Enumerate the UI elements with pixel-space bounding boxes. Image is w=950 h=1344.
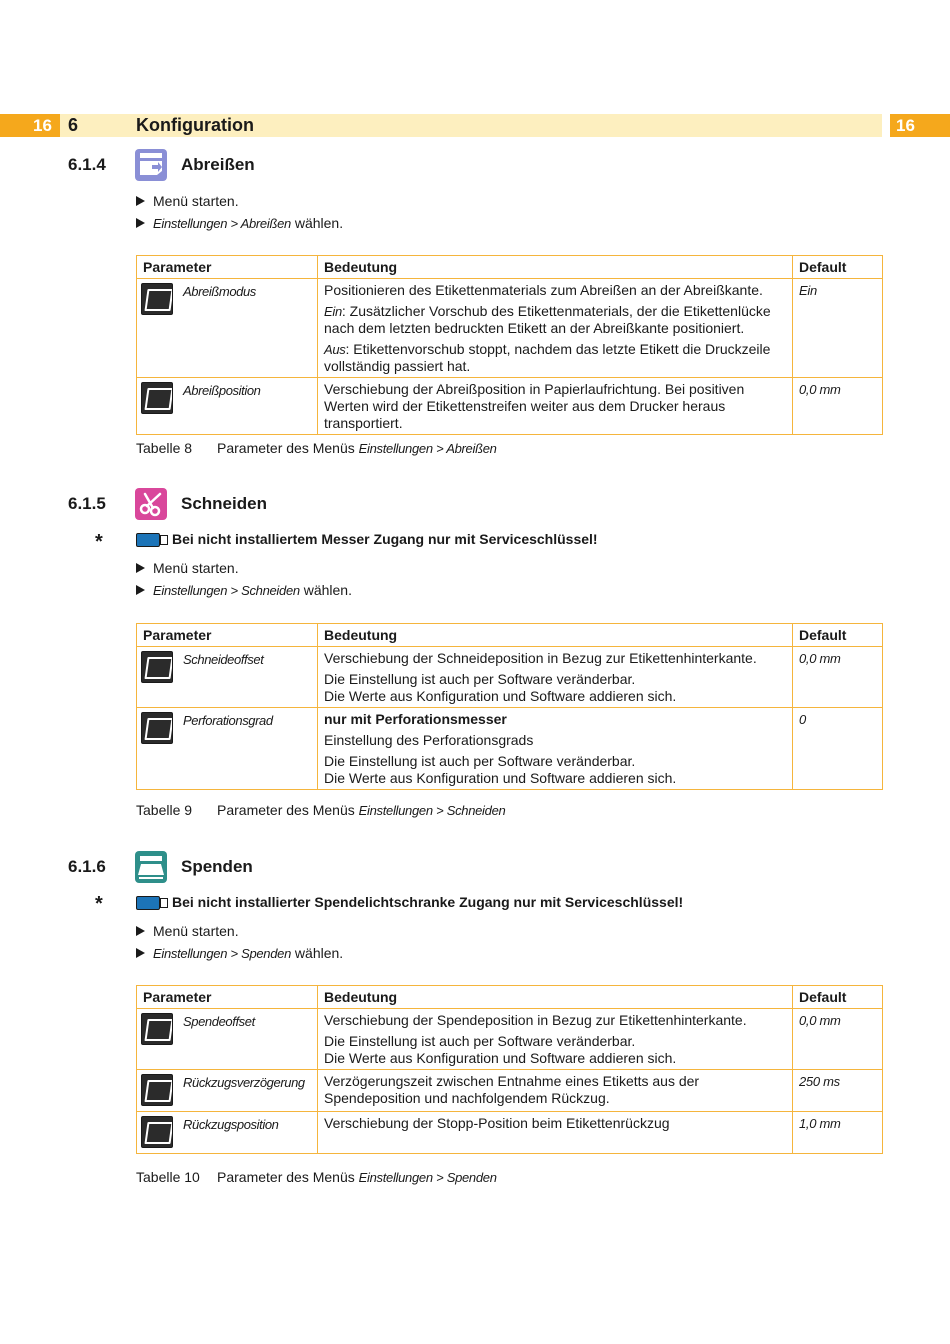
step-arrow-icon [136,926,145,936]
default-value: 0,0 mm [799,651,841,666]
step-arrow-icon [136,585,145,595]
tear-off-icon [135,149,167,181]
step-item: Einstellungen > Schneiden wählen. [136,581,352,600]
section-title: Schneiden [181,494,267,513]
header-default: Default [793,256,883,279]
section-number: 6.1.6 [68,857,106,876]
table-row: Rückzugsposition Verschiebung der Stopp-Position beim Etikettenrückzug 1,0 mm [137,1112,883,1154]
menu-path: Einstellungen > Schneiden [153,583,300,598]
table-row: Rückzugsverzögerung Verzögerungszeit zwischen Entnahme eines Etiketts aus der Spendeposition und nachfolgendem Rückzug. 250 ms [137,1070,883,1112]
step-item: Menü starten. [136,192,239,210]
header-bedeutung: Bedeutung [318,986,793,1009]
default-value: 0 [799,712,806,727]
table-caption: Tabelle 8 Parameter des Menüs Einstellungen > Abreißen [136,440,497,456]
chapter-number: 6 [68,115,79,135]
table-header-row [137,986,883,1009]
step-arrow-icon [136,948,145,958]
retract-position-icon [141,1116,173,1148]
tear-mode-icon [141,283,173,315]
retract-delay-icon [141,1074,173,1106]
service-key-icon [136,896,160,910]
service-key-note: Bei nicht installiertem Messer Zugang nur mit Serviceschlüssel! [172,531,598,547]
param-name: Schneideoffset [183,652,264,667]
parameter-table [136,255,883,435]
section-title: Spenden [181,857,253,876]
service-key-note: Bei nicht installierter Spendelichtschranke Zugang nur mit Serviceschlüssel! [172,894,684,910]
table-row: Schneideoffset Verschiebung der Schneideposition in Bezug zur Etikettenhinterkante. Die Einstellung ist auch per Software veränderbar. Die Werte aus Konfiguration und Software addieren sich. 0,0 mm [137,647,883,708]
page-number-right: 16 [896,116,915,135]
default-value: 0,0 mm [799,382,841,397]
default-value: Ein [799,283,817,298]
parameter-table [136,623,883,790]
table-header-row [137,624,883,647]
section-number: 6.1.5 [68,494,106,513]
header-bedeutung: Bedeutung [318,256,793,279]
dispense-icon [135,851,167,883]
header-parameter: Parameter [137,986,318,1009]
param-name: Spendeoffset [183,1014,255,1029]
param-name: Perforationsgrad [183,713,273,728]
param-name: Abreißposition [183,383,261,398]
page-number-left: 16 [33,116,52,135]
menu-path: Einstellungen > Spenden [153,946,292,961]
header-default: Default [793,986,883,1009]
scissors-icon [135,488,167,520]
param-name: Rückzugsverzögerung [183,1075,305,1090]
default-value: 0,0 mm [799,1013,841,1028]
param-name: Rückzugsposition [183,1117,279,1132]
section-title: Abreißen [181,155,255,174]
step-arrow-icon [136,196,145,206]
header-bedeutung: Bedeutung [318,624,793,647]
step-item: Menü starten. [136,922,239,940]
header-parameter: Parameter [137,624,318,647]
step-arrow-icon [136,218,145,228]
note-asterisk: * [95,893,103,915]
service-key-icon [136,533,160,547]
step-item: Einstellungen > Spenden wählen. [136,944,343,963]
header-parameter: Parameter [137,256,318,279]
table-caption: Tabelle 10 Parameter des Menüs Einstellungen > Spenden [136,1169,497,1185]
header-default: Default [793,624,883,647]
default-value: 250 ms [799,1074,840,1089]
table-row: Spendeoffset Verschiebung der Spendeposition in Bezug zur Etikettenhinterkante. Die Einstellung ist auch per Software veränderbar. Die Werte aus Konfiguration und Software addieren sich. 0,0 mm [137,1009,883,1070]
parameter-table [136,985,883,1154]
table-caption: Tabelle 9 Parameter des Menüs Einstellungen > Schneiden [136,802,506,818]
table-row: Perforationsgrad nur mit Perforationsmesser Einstellung des Perforationsgrads Die Einstellung ist auch per Software veränderbar. Die Werte aus Konfiguration und Software addieren sich. 0 [137,708,883,790]
table-header-row [137,256,883,279]
note-asterisk: * [95,531,103,553]
param-name: Abreißmodus [183,284,256,299]
default-value: 1,0 mm [799,1116,841,1131]
dispense-offset-icon [141,1013,173,1045]
perforation-icon [141,712,173,744]
step-arrow-icon [136,563,145,573]
step-item: Menü starten. [136,559,239,577]
cut-offset-icon [141,651,173,683]
section-number: 6.1.4 [68,155,106,174]
table-row: Abreißmodus Positionieren des Etikettenmaterials zum Abreißen an der Abreißkante. Ein: Zusätzlicher Vorschub des Etikettenmaterials, der die Etikettenlücke nach dem letzten bedruckten Etikett an der Abreißkante positioniert. Aus: Etikettenvorschub stoppt, nachdem das letzte Etikett die Druckzeile vollständig passiert hat. Ein [137,279,883,378]
chapter-title: Konfiguration [136,115,254,135]
step-item: Einstellungen > Abreißen wählen. [136,214,343,233]
table-row: Abreißposition Verschiebung der Abreißposition in Papierlaufrichtung. Bei positiven Werten wird der Etikettenstreifen weiter aus dem Drucker heraus transportiert. 0,0 mm [137,378,883,435]
tear-position-icon [141,382,173,414]
menu-path: Einstellungen > Abreißen [153,216,291,231]
